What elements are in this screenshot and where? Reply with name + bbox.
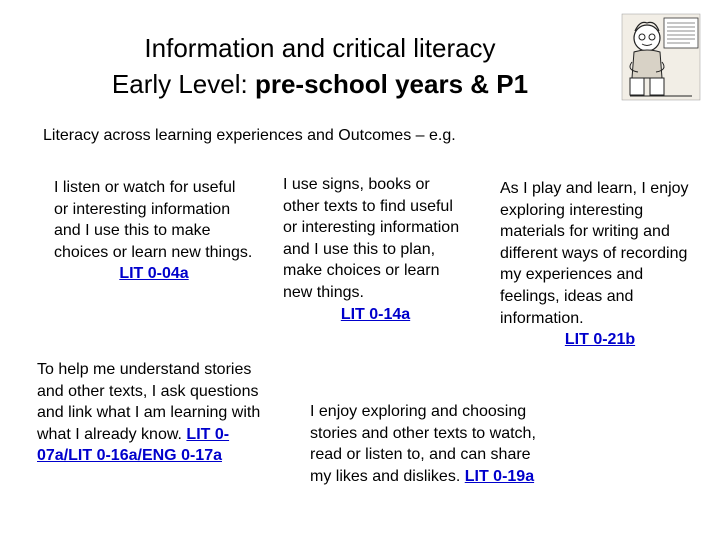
outcome-block — [500, 178, 700, 351]
title-line-1: Information and critical literacy — [144, 33, 496, 63]
slide-title — [40, 30, 600, 102]
outcome-block — [283, 174, 468, 325]
title-line-2 — [40, 66, 600, 102]
outcome-block — [54, 177, 254, 285]
outcome-code-link[interactable]: LIT 0-07a/LIT 0-16a/ENG 0-17a — [37, 425, 230, 465]
subheading: Literacy across learning experiences and Outcomes – e.g. — [43, 127, 456, 144]
outcome-block — [37, 359, 267, 467]
outcome-code-link[interactable]: LIT 0-21b — [564, 331, 636, 349]
outcome-code-link[interactable]: LIT 0-04a — [119, 265, 189, 283]
outcome-code-link[interactable]: LIT 0-14a — [340, 305, 411, 323]
outcome-text: As I play and learn, I enjoy exploring interesting materials for writing and different ways of recording my experiences and feelings, ideas and information. — [500, 180, 689, 327]
outcome-text: I use signs, books or other texts to find useful or interesting information and I use this to plan, make choices or learn new things. — [283, 176, 460, 301]
outcome-block — [310, 401, 550, 487]
outcome-text: I enjoy exploring and choosing stories and other texts to watch, read or listen to, and can share my likes and dislikes. — [310, 403, 536, 485]
outcome-text: I listen or watch for useful or interesting information and I use this to make choices or learn new things. — [54, 179, 253, 261]
outcome-text: To help me understand stories and other texts, I ask questions and link what I am learning with what I already know. — [37, 361, 261, 443]
child-reading-cartoon-icon — [620, 12, 702, 104]
outcome-code-link[interactable]: LIT 0-19a — [464, 467, 535, 485]
title-level-label: Early Level: — [111, 69, 255, 99]
title-stage-label: pre-school years & P1 — [254, 69, 529, 99]
